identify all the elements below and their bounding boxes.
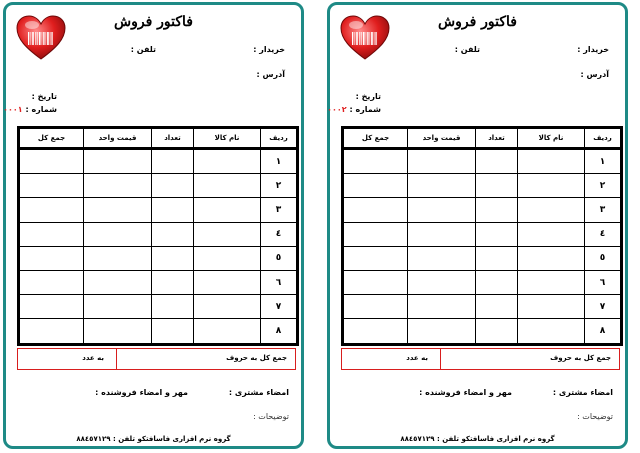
number-value: ٠٠٠١ [3, 105, 23, 114]
table-cell [19, 246, 84, 270]
table-cell [343, 222, 408, 246]
col-header-unit-price: قیمت واحد [84, 128, 152, 149]
table-row [343, 222, 622, 246]
table-cell [194, 198, 261, 222]
table-cell [194, 295, 261, 319]
table-cell [19, 174, 84, 198]
phone-label: تلفن : [454, 45, 480, 54]
items-header-row [343, 128, 622, 149]
table-cell [194, 270, 261, 294]
row-number: ٨ [261, 319, 298, 344]
col-header-product-name: نام کالا [194, 128, 261, 149]
items-header-row [19, 128, 298, 149]
table-row [19, 295, 298, 319]
table-cell [84, 198, 152, 222]
table-cell [343, 319, 408, 344]
table-cell [152, 295, 194, 319]
table-cell [476, 319, 518, 344]
totals-row [341, 348, 620, 370]
table-row [343, 149, 622, 174]
notes-label: توضیحات : [253, 412, 289, 421]
table-cell [408, 149, 476, 174]
row-number: ٧ [585, 295, 622, 319]
customer-signature-label: امضاء مشتری : [552, 388, 613, 397]
table-row [343, 319, 622, 344]
table-cell [84, 174, 152, 198]
table-cell [476, 174, 518, 198]
table-row [343, 295, 622, 319]
table-cell [152, 270, 194, 294]
table-cell [343, 149, 408, 174]
row-number: ٤ [585, 222, 622, 246]
col-header-row-number: ردیف [585, 128, 622, 149]
table-cell [408, 198, 476, 222]
table-cell [152, 149, 194, 174]
table-cell [194, 174, 261, 198]
table-row [343, 174, 622, 198]
col-header-product-name: نام کالا [518, 128, 585, 149]
row-number: ٦ [261, 270, 298, 294]
table-cell [476, 270, 518, 294]
table-cell [152, 319, 194, 344]
table-cell [343, 295, 408, 319]
table-row [19, 319, 298, 344]
row-number: ٢ [585, 174, 622, 198]
row-number: ٥ [261, 246, 298, 270]
table-cell [518, 246, 585, 270]
table-cell [518, 222, 585, 246]
table-row [19, 149, 298, 174]
invoice-title: فاکتور فروش [114, 14, 193, 30]
table-cell [152, 198, 194, 222]
table-cell [408, 319, 476, 344]
invoice-number [327, 105, 381, 114]
table-cell [476, 295, 518, 319]
table-cell [152, 174, 194, 198]
table-cell [518, 198, 585, 222]
table-cell [343, 246, 408, 270]
table-cell [19, 149, 84, 174]
table-cell [518, 174, 585, 198]
table-cell [194, 319, 261, 344]
seller-seal-label: مهر و امضاء فروشنده : [419, 388, 512, 397]
table-cell [84, 149, 152, 174]
footer-company: گروه نرم افزاری فاسافتکو تلفن : ٨٨٤٥٧١٢٩ [76, 435, 231, 443]
totals-row [17, 348, 296, 370]
table-cell [194, 246, 261, 270]
table-row [19, 246, 298, 270]
table-cell [476, 246, 518, 270]
table-cell [84, 319, 152, 344]
total-in-numbers: به عدد [342, 349, 441, 369]
table-cell [194, 149, 261, 174]
items-table [341, 126, 623, 346]
table-cell [476, 222, 518, 246]
items-table [17, 126, 299, 346]
table-cell [408, 270, 476, 294]
customer-signature-label: امضاء مشتری : [228, 388, 289, 397]
buyer-label: خریدار : [577, 45, 609, 54]
table-cell [408, 246, 476, 270]
table-row [343, 198, 622, 222]
address-label: آدرس : [580, 70, 609, 79]
row-number: ٨ [585, 319, 622, 344]
number-label: شماره : [25, 105, 57, 114]
col-header-quantity: تعداد [152, 128, 194, 149]
row-number: ٣ [585, 198, 622, 222]
row-number: ٤ [261, 222, 298, 246]
table-cell [19, 270, 84, 294]
table-cell [84, 246, 152, 270]
seller-seal-label: مهر و امضاء فروشنده : [95, 388, 188, 397]
buyer-label: خریدار : [253, 45, 285, 54]
table-cell [343, 174, 408, 198]
invoice-sheet-1 [3, 2, 304, 449]
table-cell [84, 295, 152, 319]
table-cell [19, 198, 84, 222]
invoice-number [3, 105, 57, 114]
total-in-words: جمع کل به حروف [550, 354, 611, 362]
table-cell [518, 319, 585, 344]
number-label: شماره : [349, 105, 381, 114]
col-header-total: جمع کل [19, 128, 84, 149]
table-row [19, 222, 298, 246]
table-cell [408, 222, 476, 246]
row-number: ٧ [261, 295, 298, 319]
table-cell [84, 270, 152, 294]
table-cell [84, 222, 152, 246]
table-row [343, 246, 622, 270]
date-label: تاریخ : [355, 92, 381, 101]
row-number: ٦ [585, 270, 622, 294]
row-number: ١ [585, 149, 622, 174]
number-value: ٠٠٠٢ [327, 105, 347, 114]
address-label: آدرس : [256, 70, 285, 79]
col-header-total: جمع کل [343, 128, 408, 149]
table-cell [194, 222, 261, 246]
footer-company: گروه نرم افزاری فاسافتکو تلفن : ٨٨٤٥٧١٢٩ [400, 435, 555, 443]
total-in-numbers: به عدد [18, 349, 117, 369]
invoice-title: فاکتور فروش [438, 14, 517, 30]
row-number: ٢ [261, 174, 298, 198]
table-row [343, 270, 622, 294]
table-cell [152, 246, 194, 270]
invoice-sheet-2 [327, 2, 628, 449]
col-header-quantity: تعداد [476, 128, 518, 149]
table-row [19, 198, 298, 222]
row-number: ٥ [585, 246, 622, 270]
table-cell [343, 198, 408, 222]
phone-label: تلفن : [130, 45, 156, 54]
table-cell [408, 174, 476, 198]
table-cell [518, 270, 585, 294]
date-label: تاریخ : [31, 92, 57, 101]
table-cell [19, 295, 84, 319]
table-cell [408, 295, 476, 319]
col-header-unit-price: قیمت واحد [408, 128, 476, 149]
row-number: ١ [261, 149, 298, 174]
col-header-row-number: ردیف [261, 128, 298, 149]
table-cell [476, 149, 518, 174]
table-cell [152, 222, 194, 246]
table-cell [518, 295, 585, 319]
table-cell [343, 270, 408, 294]
table-cell [19, 222, 84, 246]
total-in-words: جمع کل به حروف [226, 354, 287, 362]
row-number: ٣ [261, 198, 298, 222]
table-row [19, 174, 298, 198]
table-cell [19, 319, 84, 344]
table-cell [476, 198, 518, 222]
table-cell [518, 149, 585, 174]
table-row [19, 270, 298, 294]
notes-label: توضیحات : [577, 412, 613, 421]
